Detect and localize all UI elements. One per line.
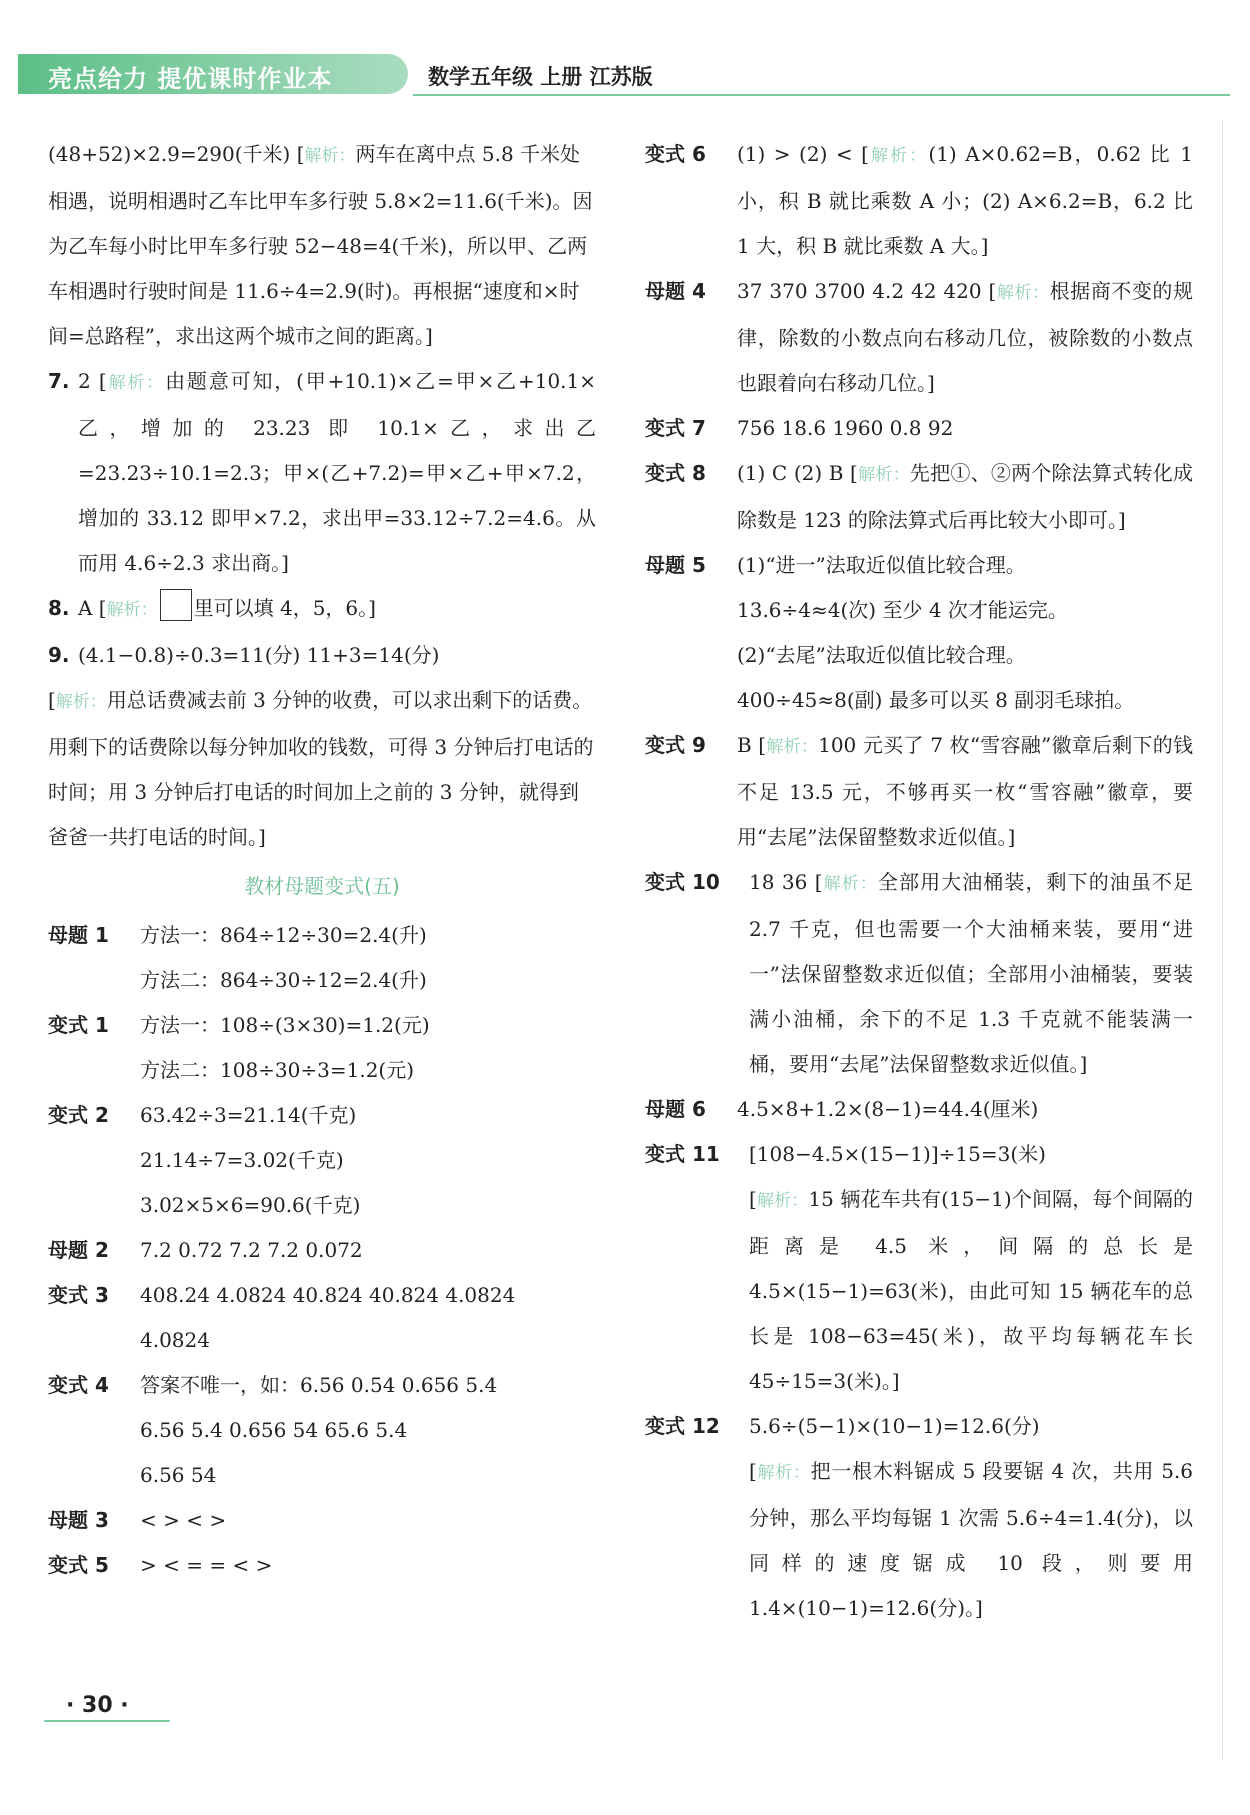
muti-6: 母题 6 4.5×8+1.2×(8−1)=44.4(厘米) [645, 1097, 1039, 1121]
bianshi-4: 变式 4 答案不唯一，如：6.56 0.54 0.656 5.4 6.56 5.4 0.656 54 65.6 5.4 6.56 54 [48, 1373, 498, 1487]
blank-box-icon [160, 589, 192, 621]
header-brand: 亮点给力 提优课时作业本 [48, 65, 333, 93]
bianshi-2: 变式 2 63.42÷3=21.14(千克) 21.14÷7=3.02(千克) 3.02×5×6=90.6(千克) [48, 1103, 361, 1217]
bianshi-6: 变式 6 (1) > (2) < [解析：(1) A×0.62=B，0.62 比 1 小，积 B 就比乘数 A 小；(2) A×6.2=B，6.2 比 1 大，积 B 就比乘数 A 大。] [645, 142, 1193, 258]
bianshi-10: 变式 10 18 36 [解析：全部用大油桶装，剩下的油虽不足 2.7 千克，但也需要一个大油桶来装，要用“进一”法保留整数求近似值；全部用小油桶装，要装满小油桶，余下的不足 1.3 千克就不能装满一桶，要用“去尾”法保留整数求近似值。] [645, 870, 1194, 1076]
muti-4: 母题 4 37 370 3700 4.2 42 420 [解析：根据商不变的规律，除数的小数点向右移动几位，被除数的小数点也跟着向右移动几位。] [645, 279, 1194, 395]
answer-continued: (48+52)×2.9=290(千米) [解析：两车在离中点 5.8 千米处相遇，说明相遇时乙车比甲车多行驶 5.8×2=11.6(千米)。因为乙车每小时比甲车多行驶 52−48=4(千米)，所以甲、乙两车相遇时行驶时间是 11.6÷4=2.9(时)。再根据“速度和×时间=总路程”，求出这两个城市之间的距离。] [48, 142, 593, 348]
bianshi-8: 变式 8 (1) C (2) B [解析：先把①、②两个除法算式转化成除数是 123 的除法算式后再比较大小即可。] [645, 461, 1194, 532]
bianshi-5: 变式 5 > < = = < > [48, 1553, 273, 1577]
muti-2: 母题 2 7.2 0.72 7.2 7.2 0.072 [48, 1238, 363, 1262]
right-margin-line [1222, 120, 1223, 1760]
bianshi-9: 变式 9 B [解析：100 元买了 7 枚“雪容融”徽章后剩下的钱不足 13.5 元，不够再买一枚“雪容融”徽章，要用“去尾”法保留整数求近似值。] [645, 733, 1194, 849]
bianshi-12: 变式 12 5.6÷(5−1)×(10−1)=12.6(分) [解析：把一根木料锯成 5 段要锯 4 次，共用 5.6 分钟，那么平均每锯 1 次需 5.6÷4=1.4(分)，以同样的速度锯成 10 段，则要用 1.4×(10−1)=12.6(分)。] [645, 1414, 1194, 1620]
muti-3: 母题 3 < > < > [48, 1508, 227, 1532]
muti-1: 母题 1 方法一：864÷12÷30=2.4(升) 方法二：864÷30÷12=2.4(升) [48, 923, 427, 992]
header-rule [413, 94, 1230, 96]
bianshi-1: 变式 1 方法一：108÷(3×30)=1.2(元) 方法二：108÷30÷3=1.2(元) [48, 1013, 430, 1082]
page-header [18, 54, 1230, 94]
page-number: · 30 · [66, 1693, 129, 1718]
answer-9: 9. (4.1−0.8)÷0.3=11(分) 11+3=14(分) [解析：用总话费减去前 3 分钟的收费，可以求出剩下的话费。用剩下的话费除以每分钟加收的钱数，可得 3 分钟后打电话的时间；用 3 分钟后打电话的时间加上之前的 3 分钟，就得到爸爸一共打电话的时间。] [48, 643, 594, 849]
header-band [18, 54, 408, 94]
right-column [645, 132, 1193, 1631]
header-title: 数学五年级 上册 江苏版 [428, 65, 653, 89]
answer-7: 7. 2 [解析：由题意可知，(甲+10.1)×乙=甲×乙+10.1×乙，增加的 23.23 即 10.1×乙，求出乙=23.23÷10.1=2.3；甲×(乙+7.2)=甲×乙+甲×7.2，增加的 33.12 即甲×7.2，求出甲=33.12÷7.2=4.6。从而用 4.6÷2.3 求出商。] [48, 369, 597, 575]
page-number-rule [44, 1720, 170, 1722]
left-column [48, 132, 596, 1588]
muti-5: 母题 5 (1)“进一”法取近似值比较合理。 13.6÷4≈4(次) 至少 4 次才能运完。 (2)“去尾”法取近似值比较合理。 400÷45≈8(副) 最多可以买 8 副羽毛球拍。 [645, 553, 1135, 712]
bianshi-7: 变式 7 756 18.6 1960 0.8 92 [645, 416, 954, 440]
bianshi-3: 变式 3 408.24 4.0824 40.824 40.824 4.0824 4.0824 [48, 1283, 516, 1352]
bianshi-11: 变式 11 [108−4.5×(15−1)]÷15=3(米) [解析：15 辆花车共有(15−1)个间隔，每个间隔的距离是 4.5 米，间隔的总长是 4.5×(15−1)=63(米)，由此可知 15 辆花车的总长是 108−63=45(米)，故平均每辆花车长 45÷15=3(米)。] [645, 1142, 1194, 1393]
section-title: 教材母题变式(五) [244, 874, 400, 898]
answer-8: 8. A [解析： 里可以填 4，5，6。] [48, 586, 596, 633]
